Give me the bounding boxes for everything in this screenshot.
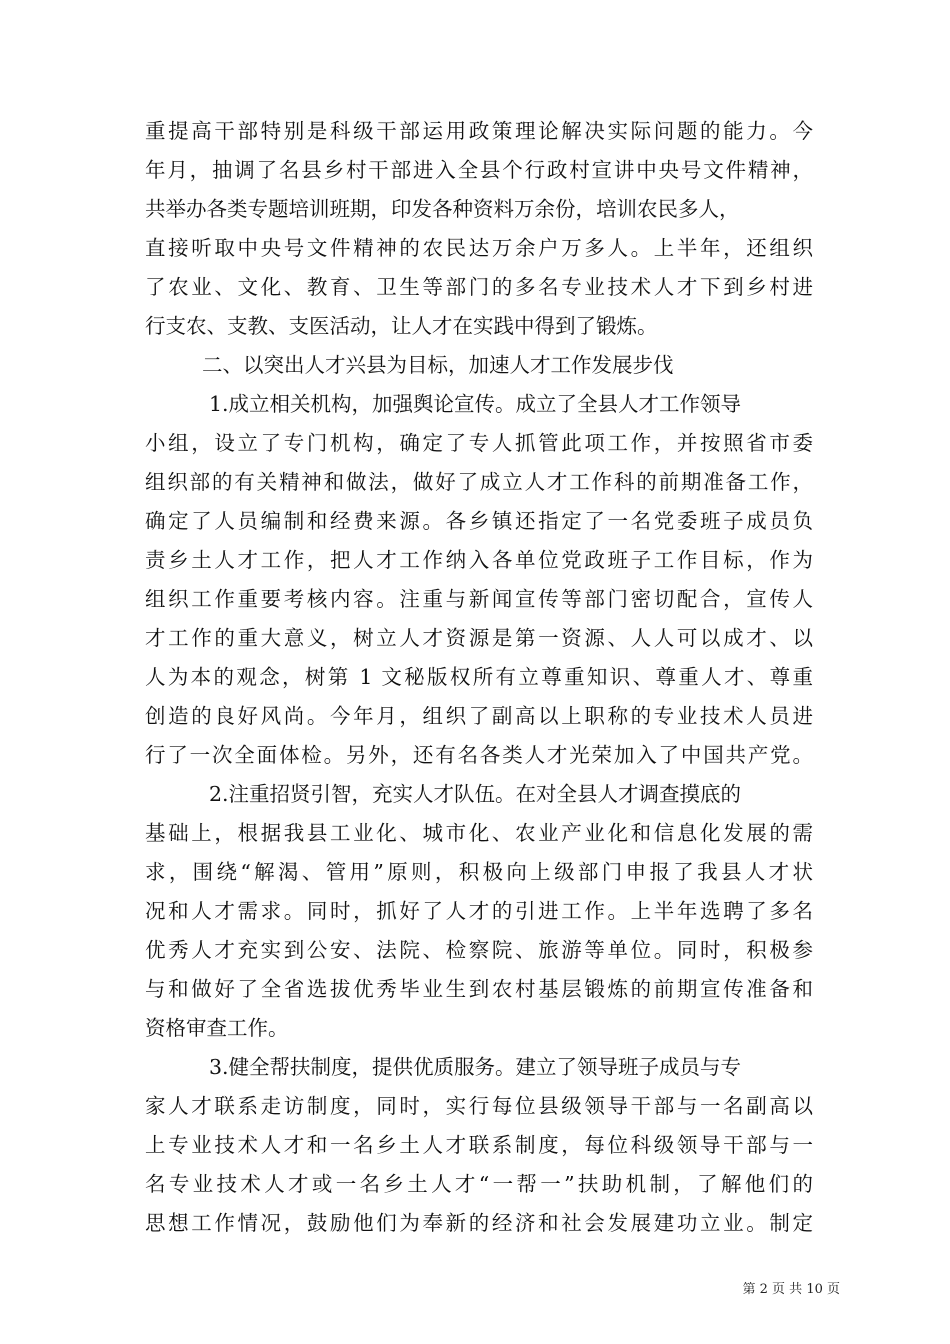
text-line: 组织部的有关精神和做法，做好了成立人才工作科的前期准备工作， <box>145 470 813 494</box>
text-line: 责乡土人才工作，把人才工作纳入各单位党政班子工作目标，作为 <box>145 548 813 572</box>
text-line: 求，围绕“解渴、管用”原则，积极向上级部门申报了我县人才状 <box>145 860 813 884</box>
text-line: 优秀人才充实到公安、法院、检察院、旅游等单位。同时，积极参 <box>145 938 813 962</box>
text-line: 创造的良好风尚。今年月，组织了副高以上职称的专业技术人员进 <box>145 704 813 728</box>
text-line: 基础上，根据我县工业化、城市化、农业产业化和信息化发展的需 <box>145 821 813 845</box>
text-line: 2.注重招贤引智，充实人才队伍。在对全县人才调查摸底的 <box>209 782 742 806</box>
text-line: 直接听取中央号文件精神的农民达万余户万多人。上半年，还组织 <box>145 236 813 260</box>
text-line: 组织工作重要考核内容。注重与新闻宣传等部门密切配合，宣传人 <box>145 587 813 611</box>
text-line: 人为本的观念，树第 1 文秘版权所有立尊重知识、尊重人才、尊重 <box>145 665 813 689</box>
page-footer: 第 2 页 共 10 页 <box>742 1282 840 1297</box>
text-line: 确定了人员编制和经费来源。各乡镇还指定了一名党委班子成员负 <box>145 509 813 533</box>
body-text <box>145 112 813 1243</box>
text-line: 年月，抽调了名县乡村干部进入全县个行政村宣讲中央号文件精神， <box>145 158 813 182</box>
text-line: 了农业、文化、教育、卫生等部门的多名专业技术人才下到乡村进 <box>145 275 813 299</box>
text-line: 行支农、支教、支医活动，让人才在实践中得到了锻炼。 <box>145 314 658 338</box>
text-line: 二、以突出人才兴县为目标，加速人才工作发展步伐 <box>202 353 674 377</box>
text-line: 小组，设立了专门机构，确定了专人抓管此项工作，并按照省市委 <box>145 431 813 455</box>
text-line: 思想工作情况，鼓励他们为奉新的经济和社会发展建功立业。制定 <box>145 1211 813 1235</box>
text-line: 行了一次全面体检。另外，还有名各类人才光荣加入了中国共产党。 <box>145 743 813 767</box>
text-line: 1.成立相关机构，加强舆论宣传。成立了全县人才工作领导 <box>209 392 742 416</box>
text-line: 况和人才需求。同时，抓好了人才的引进工作。上半年选聘了多名 <box>145 899 813 923</box>
text-line: 资格审查工作。 <box>145 1016 289 1040</box>
text-line: 才工作的重大意义，树立人才资源是第一资源、人人可以成才、以 <box>145 626 813 650</box>
text-line: 重提高干部特别是科级干部运用政策理论解决实际问题的能力。今 <box>145 119 813 143</box>
text-line: 共举办各类专题培训班期，印发各种资料万余份，培训农民多人， <box>145 197 740 221</box>
text-line: 名专业技术人才或一名乡土人才“一帮一”扶助机制，了解他们的 <box>145 1172 813 1196</box>
text-line: 与和做好了全省选拔优秀毕业生到农村基层锻炼的前期宣传准备和 <box>145 977 813 1001</box>
text-line: 家人才联系走访制度，同时，实行每位县级领导干部与一名副高以 <box>145 1094 813 1118</box>
text-line: 3.健全帮扶制度，提供优质服务。建立了领导班子成员与专 <box>209 1055 742 1079</box>
text-line: 上专业技术人才和一名乡土人才联系制度，每位科级领导干部与一 <box>145 1133 813 1157</box>
